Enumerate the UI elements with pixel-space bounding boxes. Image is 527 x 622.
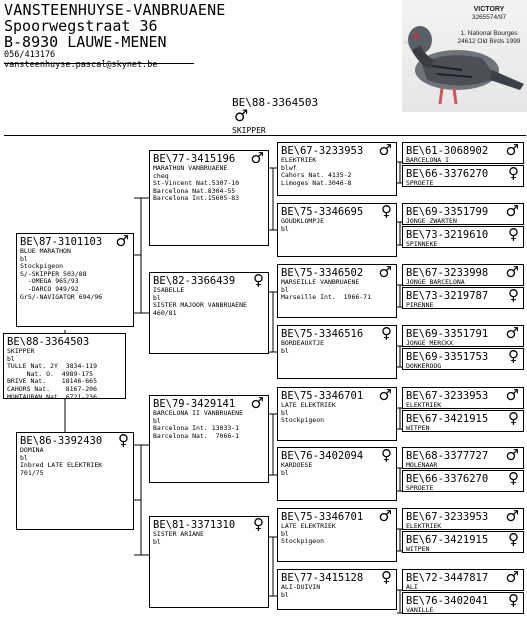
female-symbol-icon: ♀ (253, 272, 264, 289)
ring-number: BE\69-3351753 (406, 351, 489, 363)
ring-number: BE\69-3351791 (406, 328, 489, 340)
pedigree-ddd-card[interactable] (277, 569, 397, 610)
photo-result-1: 1. National Bourges (460, 30, 518, 37)
female-symbol-icon: ♀ (381, 203, 392, 220)
pedigree-subject-card[interactable] (3, 333, 126, 399)
female-symbol-icon: ♀ (508, 531, 519, 548)
ring-number: BE\82-3366439 (153, 275, 236, 287)
female-symbol-icon: ♀ (508, 226, 519, 243)
female-symbol-icon: ♀ (381, 447, 392, 464)
pedigree-sss-card[interactable] (277, 142, 397, 196)
male-symbol-icon: ♂ (378, 142, 392, 159)
ring-number: BE\86-3392430 (20, 435, 103, 447)
ring-number: BE\81-3371310 (153, 519, 236, 531)
ring-number: BE\75-3346695 (281, 206, 364, 218)
ring-number: BE\75-3346516 (281, 328, 364, 340)
pedigree-details: BARCELONA I (406, 156, 450, 164)
male-symbol-icon: ♂ (250, 395, 264, 412)
pedigree-details: JONGE BARCELONA (406, 278, 465, 286)
male-symbol-icon: ♂ (234, 106, 249, 125)
pedigree-gen5-card[interactable] (402, 325, 524, 347)
ring-number: BE\76-3402094 (281, 450, 364, 462)
male-symbol-icon: ♂ (505, 508, 519, 525)
ring-number: BE\67-3233953 (406, 511, 489, 523)
male-symbol-icon: ♂ (115, 233, 129, 250)
ring-number: BE\67-3233953 (406, 390, 489, 402)
breeder-city: B-8930 LAUWE-MENEN (4, 33, 167, 51)
pedigree-gen5-card[interactable] (402, 531, 524, 553)
pedigree-details: SPINNEKE (406, 240, 438, 248)
pedigree-gen5-card[interactable] (402, 410, 524, 432)
pedigree-details: MARSEILLE VANBRUAENE bl Marseille Int. 1966-71 (281, 278, 372, 302)
female-symbol-icon: ♀ (381, 569, 392, 586)
subject-ring: BE\88-3364503 (232, 96, 319, 109)
pedigree-gen5-card[interactable] (402, 447, 524, 469)
ring-number: BE\77-3415196 (153, 153, 236, 165)
pedigree-details: KARDOESE bl (281, 461, 313, 477)
male-symbol-icon: ♂ (250, 150, 264, 167)
ring-number: BE\76-3402041 (406, 595, 489, 607)
pedigree-gen5-card[interactable] (402, 569, 524, 591)
breeder-name: VANSTEENHUYSE-VANBRUAENE (4, 1, 226, 19)
ring-number: BE\73-3219787 (406, 290, 489, 302)
ring-number: BE\67-3421915 (406, 534, 489, 546)
pedigree-sds-card[interactable] (277, 264, 397, 318)
photo-ring: 3265574/97 (471, 14, 507, 21)
pedigree-sd-card[interactable] (149, 272, 269, 354)
pedigree-details: BARCELONA II VANBRUAENE bl Barcelona Int. 13033-1 Barcelona Nat. 7066-1 (153, 409, 244, 440)
ring-number: BE\75-3346701 (281, 511, 364, 523)
female-symbol-icon: ♀ (253, 516, 264, 533)
female-symbol-icon: ♀ (381, 325, 392, 342)
pedigree-dam-card[interactable] (16, 432, 134, 530)
male-symbol-icon: ♂ (505, 325, 519, 342)
pedigree-sire-card[interactable] (16, 233, 134, 327)
pedigree-gen5-card[interactable] (402, 264, 524, 286)
ring-number: BE\87-3101103 (20, 236, 103, 248)
breeder-street: Spoorwegstraat 36 (4, 17, 158, 35)
pedigree-dsd-card[interactable] (277, 447, 397, 501)
male-symbol-icon: ♂ (505, 387, 519, 404)
ring-number: BE\67-3233998 (406, 267, 489, 279)
male-symbol-icon: ♂ (378, 387, 392, 404)
pedigree-sdd-card[interactable] (277, 325, 397, 379)
ring-number: BE\69-3351799 (406, 206, 489, 218)
female-symbol-icon: ♀ (508, 410, 519, 427)
pedigree-details: JONGE ZWARTEN (406, 217, 457, 225)
ring-number: BE\73-3219610 (406, 229, 489, 241)
pedigree-gen5-card[interactable] (402, 142, 524, 164)
pedigree-gen5-card[interactable] (402, 203, 524, 225)
male-symbol-icon: ♂ (505, 447, 519, 464)
male-symbol-icon: ♂ (505, 569, 519, 586)
ring-number: BE\66-3376270 (406, 473, 489, 485)
pedigree-details: GOUDKLOMPJE bl (281, 217, 325, 233)
pedigree-details: JONGE MERCKX (406, 339, 453, 347)
pedigree-details: WITPEN (406, 424, 430, 432)
pedigree-details: WITPEN (406, 545, 430, 553)
pedigree-ds-card[interactable] (149, 395, 269, 483)
pedigree-gen5-card[interactable] (402, 470, 524, 492)
pedigree-details: MARATHON VANBRUAENE cheq St-Vincent Nat.5307-10 Barcelona Nat.8304-55 Barcelona Int.15605-83 (153, 164, 240, 203)
pedigree-details: MOLENAAR (406, 461, 438, 469)
pedigree-details: SPROETE (406, 179, 434, 187)
female-symbol-icon: ♀ (508, 287, 519, 304)
ring-number: BE\79-3429141 (153, 398, 236, 410)
pedigree-ss-card[interactable] (149, 150, 269, 246)
pedigree-details: ISABELLE bl SISTER MAJOOR VANBRUAENE 460/81 (153, 286, 247, 317)
pedigree-gen5-card[interactable] (402, 226, 524, 248)
ring-number: BE\67-3233953 (281, 145, 364, 157)
male-symbol-icon: ♂ (378, 508, 392, 525)
pedigree-dd-card[interactable] (149, 516, 269, 608)
pedigree-details: BORDEAUXTJE bl (281, 339, 325, 355)
pedigree-details: LATE ELEKTRIEK bl Stockpigeon (281, 522, 336, 546)
ring-number: BE\77-3415128 (281, 572, 364, 584)
female-symbol-icon: ♀ (118, 432, 129, 449)
pedigree-details: BLUE MARATHON bl Stockpigeon S/-SKIPPER 503/88 -OMEGA 965/93 -DARCO 949/92 GrS/-NAVIGATOR 694/96 (20, 247, 103, 301)
female-symbol-icon: ♀ (508, 470, 519, 487)
pedigree-details: PIRENNE (406, 301, 434, 309)
female-symbol-icon: ♀ (508, 592, 519, 609)
ring-number: BE\67-3421915 (406, 413, 489, 425)
pedigree-details: VANILLE (406, 606, 434, 614)
ring-number: BE\66-3376270 (406, 168, 489, 180)
male-symbol-icon: ♂ (505, 203, 519, 220)
pedigree-details: ELEKTRIEK (406, 401, 442, 409)
pedigree-details: LATE ELEKTRIEK bl Stockpigeon (281, 401, 336, 425)
ring-number: BE\88-3364503 (7, 336, 90, 348)
pedigree-dss-card[interactable] (277, 387, 397, 441)
pedigree-details: DOMINA bl Inbred LATE ELEKTRIEK 701/75 (20, 446, 103, 477)
ring-number: BE\61-3068902 (406, 145, 489, 157)
breeder-email[interactable]: vansteenhuyse.pascal@skynet.be (4, 60, 158, 70)
pedigree-gen5-card[interactable] (402, 287, 524, 309)
pedigree-details: ELEKTRIEK blwf Cahors Nat. 4135-2 Limoges Nat.3046-8 (281, 156, 352, 187)
pedigree-details: ALI-DUIVIN bl (281, 583, 321, 599)
photo-title: VICTORY (473, 6, 505, 13)
pedigree-gen5-card[interactable] (402, 348, 524, 370)
ring-number: BE\75-3346701 (281, 390, 364, 402)
pedigree-details: ALI (406, 583, 418, 591)
pedigree-gen5-card[interactable] (402, 592, 524, 614)
ring-number: BE\68-3377727 (406, 450, 489, 462)
pedigree-ssd-card[interactable] (277, 203, 397, 257)
pedigree-gen5-card[interactable] (402, 165, 524, 187)
pedigree-gen5-card[interactable] (402, 508, 524, 530)
ring-number: BE\75-3346502 (281, 267, 364, 279)
ring-number: BE\72-3447817 (406, 572, 489, 584)
pedigree-details: SKIPPER bl TULLE Nat. 2Y 3834-119 Nat. O. 4989-175 BRIVE Nat. 18146-665 CAHORS Nat. 8167-206 MONTAUBAN Nat. 6721-236 (7, 347, 98, 399)
male-symbol-icon: ♂ (378, 264, 392, 281)
female-symbol-icon: ♀ (508, 348, 519, 365)
male-symbol-icon: ♂ (505, 142, 519, 159)
pedigree-details: DONKEROOG (406, 362, 442, 370)
pedigree-details: SISTER ARIANE bl (153, 530, 204, 546)
subject-name: SKIPPER (232, 126, 266, 135)
pedigree-gen5-card[interactable] (402, 387, 524, 409)
pedigree-details: ELEKTRIEK (406, 522, 442, 530)
male-symbol-icon: ♂ (505, 264, 519, 281)
pedigree-dds-card[interactable] (277, 508, 397, 562)
breeder-phone: 056/413176 (4, 50, 56, 60)
female-symbol-icon: ♀ (508, 165, 519, 182)
photo-result-2: 24612 Old Birds 1999 (457, 38, 521, 45)
pedigree-details: SPROETE (406, 484, 434, 492)
